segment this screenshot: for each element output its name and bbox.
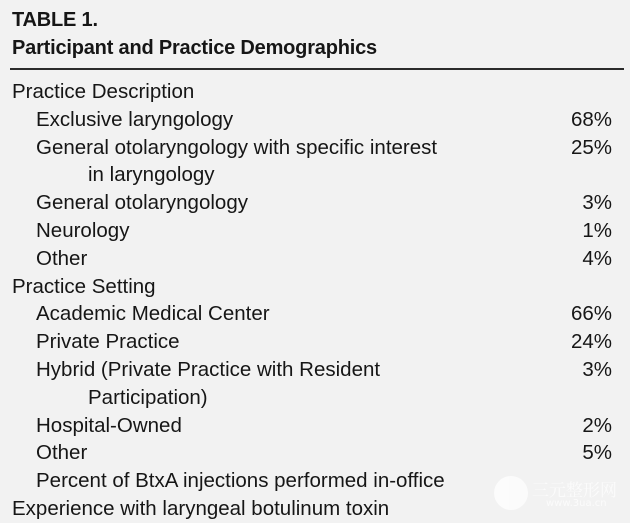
row-label: Private Practice bbox=[36, 330, 180, 354]
table-row bbox=[0, 217, 630, 245]
row-value: 68% bbox=[570, 107, 612, 131]
row-label: General otolaryngology with specific interest bbox=[36, 135, 438, 159]
section-row bbox=[0, 78, 630, 106]
row-value: 1% bbox=[582, 218, 612, 242]
row-label: Hospital-Owned bbox=[36, 413, 182, 437]
row-value: 3% bbox=[582, 357, 612, 381]
row-value: 66% bbox=[570, 302, 612, 326]
table-row bbox=[0, 328, 630, 356]
row-value: 5% bbox=[582, 441, 612, 465]
header-rule bbox=[10, 68, 624, 70]
row-label: General otolaryngology bbox=[36, 191, 248, 215]
row-value: 2% bbox=[582, 413, 612, 437]
row-value: 4% bbox=[582, 246, 612, 270]
table-row bbox=[0, 189, 630, 217]
table-row bbox=[0, 439, 630, 467]
table-caption bbox=[12, 6, 377, 62]
row-label-continuation: Participation) bbox=[88, 385, 208, 409]
table-row bbox=[0, 106, 630, 134]
watermark bbox=[494, 474, 624, 514]
row-label: Academic Medical Center bbox=[36, 302, 270, 326]
table-row bbox=[0, 245, 630, 273]
section-heading: Practice Setting bbox=[12, 274, 156, 298]
demographics-table bbox=[0, 78, 630, 523]
row-label-continuation: in laryngology bbox=[88, 163, 215, 187]
table-row bbox=[0, 134, 630, 190]
table-row bbox=[0, 356, 630, 412]
row-label: Exclusive laryngology bbox=[36, 107, 234, 131]
row-value: 25% bbox=[570, 135, 612, 159]
row-label: Other bbox=[36, 441, 88, 465]
watermark-text: 三元整形网 bbox=[532, 481, 617, 501]
row-label: Neurology bbox=[36, 218, 130, 242]
section-row bbox=[0, 273, 630, 301]
section-heading: Experience with laryngeal botulinum toxin bbox=[12, 496, 390, 520]
row-value: 24% bbox=[570, 330, 612, 354]
section-heading: Practice Description bbox=[12, 80, 195, 103]
table-title: Participant and Practice Demographics bbox=[12, 37, 377, 59]
table-row bbox=[0, 412, 630, 440]
row-value: 3% bbox=[582, 191, 612, 215]
table-label: TABLE 1. bbox=[12, 9, 98, 31]
row-label: Hybrid (Private Practice with Resident bbox=[36, 357, 381, 381]
watermark-url: www.3ua.cn bbox=[546, 498, 607, 509]
row-label: Percent of BtxA injections performed in-office bbox=[36, 469, 445, 493]
table-row bbox=[0, 300, 630, 328]
watermark-logo-icon bbox=[494, 476, 528, 510]
row-label: Other bbox=[36, 246, 88, 270]
